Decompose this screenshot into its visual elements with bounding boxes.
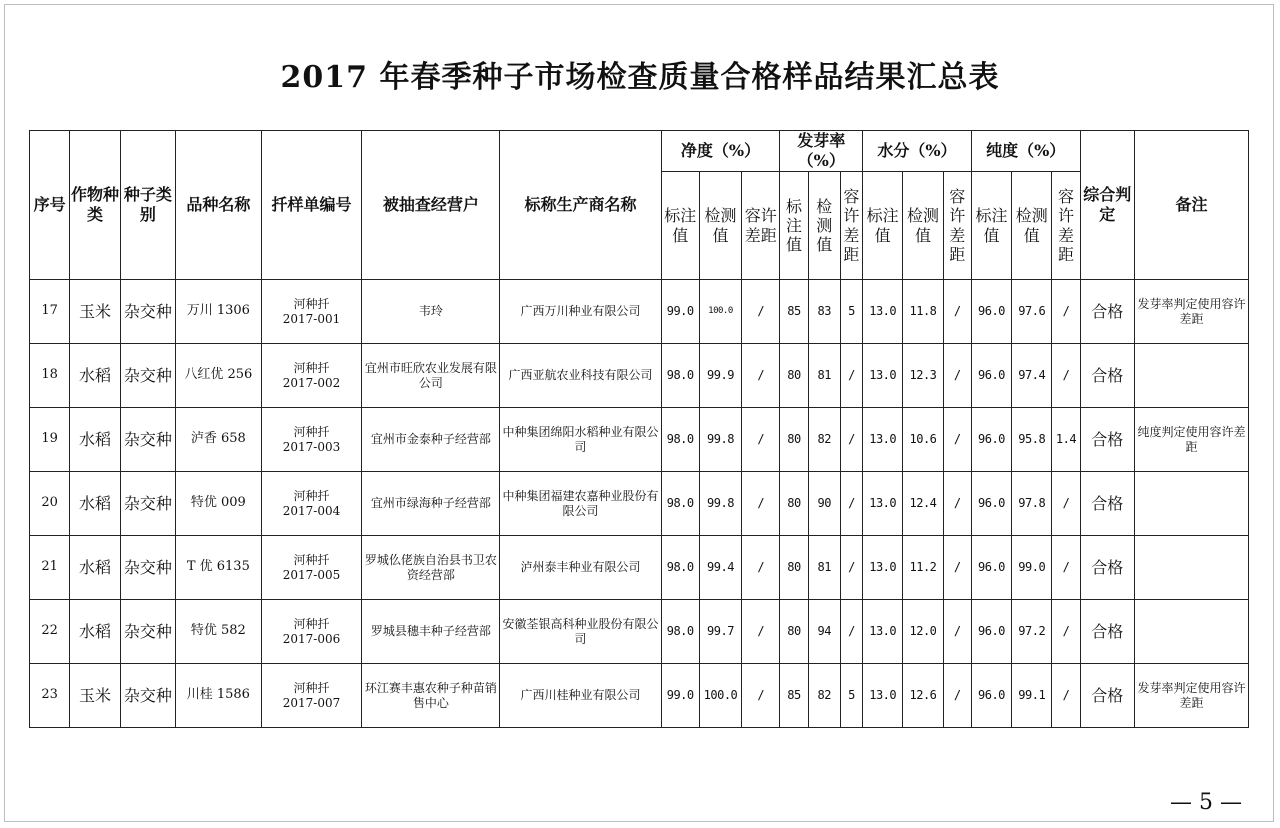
crop-cell: 水稻 xyxy=(70,472,120,536)
pur-tolerance-cell: 1.4 xyxy=(1052,408,1080,472)
moist-standard-cell: 13.0 xyxy=(863,472,903,536)
pur-standard-cell: 96.0 xyxy=(971,664,1011,728)
sample-code: 2017-001 xyxy=(282,311,341,326)
header-overall: 综合判定 xyxy=(1080,131,1134,280)
header-remarks: 备注 xyxy=(1134,131,1248,280)
header-purity-group: 纯度（%） xyxy=(971,131,1080,172)
sample-prefix: 河种扦 xyxy=(293,424,330,439)
remark-cell xyxy=(1134,344,1248,408)
sample-prefix: 河种扦 xyxy=(293,296,330,311)
germ-standard-cell: 85 xyxy=(780,280,808,344)
clean-standard-cell: 99.0 xyxy=(661,280,699,344)
sample-prefix: 河种扦 xyxy=(293,680,330,695)
header-germ-tolerance: 容许差距 xyxy=(840,172,862,280)
sample-code: 2017-004 xyxy=(282,503,341,518)
header-crop: 作物种类 xyxy=(70,131,120,280)
seq-cell: 20 xyxy=(30,472,70,536)
clean-measured-cell: 100.0 xyxy=(699,664,741,728)
pur-standard-cell: 96.0 xyxy=(971,600,1011,664)
moist-tolerance-cell: / xyxy=(943,408,971,472)
pur-measured-cell: 99.0 xyxy=(1012,536,1052,600)
clean-measured-cell: 99.8 xyxy=(699,472,741,536)
table-row xyxy=(30,344,1249,408)
pur-tolerance-cell: / xyxy=(1052,472,1080,536)
results-table xyxy=(29,130,1249,728)
sample-code: 2017-007 xyxy=(282,695,341,710)
germ-tolerance-cell: / xyxy=(840,536,862,600)
header-seed-type: 种子类别 xyxy=(120,131,175,280)
document-title: 2017 年春季种子市场检查质量合格样品结果汇总表 xyxy=(280,60,1000,95)
table-row xyxy=(30,280,1249,344)
remark-cell xyxy=(1134,536,1248,600)
pur-standard-cell: 96.0 xyxy=(971,344,1011,408)
seq-cell: 19 xyxy=(30,408,70,472)
germ-measured-cell: 83 xyxy=(808,280,840,344)
germ-standard-cell: 80 xyxy=(780,344,808,408)
clean-measured-cell: 99.7 xyxy=(699,600,741,664)
moist-measured-cell: 12.0 xyxy=(903,600,943,664)
seq-cell: 21 xyxy=(30,536,70,600)
dealer-cell: 韦玲 xyxy=(362,280,500,344)
header-moisture-group: 水分（%） xyxy=(863,131,972,172)
moist-standard-cell: 13.0 xyxy=(863,408,903,472)
page-number: — 5 — xyxy=(1170,790,1242,815)
header-moist-measured: 检测值 xyxy=(903,172,943,280)
producer-cell: 广西亚航农业科技有限公司 xyxy=(500,344,661,408)
sample-no-cell xyxy=(261,664,362,728)
seed-type-cell: 杂交种 xyxy=(120,664,175,728)
clean-measured-cell: 99.9 xyxy=(699,344,741,408)
header-variety: 品种名称 xyxy=(176,131,262,280)
clean-measured-cell: 99.4 xyxy=(699,536,741,600)
crop-cell: 水稻 xyxy=(70,536,120,600)
sample-code: 2017-006 xyxy=(282,631,341,646)
variety-cell: 万川 1306 xyxy=(176,280,262,344)
germ-tolerance-cell: / xyxy=(840,600,862,664)
header-row-groups xyxy=(30,131,1249,172)
germ-measured-cell: 94 xyxy=(808,600,840,664)
variety-cell: 特优 582 xyxy=(176,600,262,664)
dealer-cell: 宜州市绿海种子经营部 xyxy=(362,472,500,536)
sample-no-cell xyxy=(261,280,362,344)
pur-measured-cell: 99.1 xyxy=(1012,664,1052,728)
header-moist-standard: 标注值 xyxy=(863,172,903,280)
table-row xyxy=(30,408,1249,472)
header-moist-tolerance: 容许差距 xyxy=(943,172,971,280)
moist-tolerance-cell: / xyxy=(943,472,971,536)
sample-code: 2017-002 xyxy=(282,375,341,390)
clean-standard-cell: 98.0 xyxy=(661,536,699,600)
sample-prefix: 河种扦 xyxy=(293,360,330,375)
germ-tolerance-cell: / xyxy=(840,472,862,536)
dealer-cell: 宜州市金泰种子经营部 xyxy=(362,408,500,472)
moist-measured-cell: 12.3 xyxy=(903,344,943,408)
moist-tolerance-cell: / xyxy=(943,280,971,344)
crop-cell: 玉米 xyxy=(70,280,120,344)
sample-code: 2017-003 xyxy=(282,439,341,454)
sample-prefix: 河种扦 xyxy=(293,488,330,503)
crop-cell: 水稻 xyxy=(70,600,120,664)
germ-measured-cell: 90 xyxy=(808,472,840,536)
germ-measured-cell: 81 xyxy=(808,536,840,600)
moist-standard-cell: 13.0 xyxy=(863,536,903,600)
germ-standard-cell: 85 xyxy=(780,664,808,728)
overall-cell: 合格 xyxy=(1080,408,1134,472)
seed-type-cell: 杂交种 xyxy=(120,600,175,664)
pur-measured-cell: 97.2 xyxy=(1012,600,1052,664)
clean-tolerance-cell: / xyxy=(742,344,780,408)
clean-tolerance-cell: / xyxy=(742,472,780,536)
sample-no-cell xyxy=(261,408,362,472)
moist-standard-cell: 13.0 xyxy=(863,664,903,728)
pur-tolerance-cell: / xyxy=(1052,344,1080,408)
seed-type-cell: 杂交种 xyxy=(120,344,175,408)
sample-prefix: 河种扦 xyxy=(293,616,330,631)
sample-prefix: 河种扦 xyxy=(293,552,330,567)
germ-standard-cell: 80 xyxy=(780,408,808,472)
moist-standard-cell: 13.0 xyxy=(863,344,903,408)
remark-cell: 发芽率判定使用容许差距 xyxy=(1134,664,1248,728)
pur-tolerance-cell: / xyxy=(1052,280,1080,344)
pur-standard-cell: 96.0 xyxy=(971,280,1011,344)
moist-tolerance-cell: / xyxy=(943,344,971,408)
overall-cell: 合格 xyxy=(1080,664,1134,728)
moist-tolerance-cell: / xyxy=(943,664,971,728)
clean-standard-cell: 98.0 xyxy=(661,408,699,472)
germ-standard-cell: 80 xyxy=(780,472,808,536)
header-pur-standard: 标注值 xyxy=(971,172,1011,280)
overall-cell: 合格 xyxy=(1080,344,1134,408)
pur-measured-cell: 95.8 xyxy=(1012,408,1052,472)
clean-standard-cell: 98.0 xyxy=(661,344,699,408)
variety-cell: T 优 6135 xyxy=(176,536,262,600)
germ-standard-cell: 80 xyxy=(780,600,808,664)
moist-measured-cell: 11.8 xyxy=(903,280,943,344)
table-body xyxy=(30,280,1249,728)
pur-tolerance-cell: / xyxy=(1052,600,1080,664)
dealer-cell: 罗城仫佬族自治县书卫农资经营部 xyxy=(362,536,500,600)
header-sample-no: 扦样单编号 xyxy=(261,131,362,280)
germ-tolerance-cell: / xyxy=(840,344,862,408)
seed-type-cell: 杂交种 xyxy=(120,472,175,536)
clean-standard-cell: 98.0 xyxy=(661,600,699,664)
remark-cell: 发芽率判定使用容许差距 xyxy=(1134,280,1248,344)
clean-tolerance-cell: / xyxy=(742,408,780,472)
header-clean-standard: 标注值 xyxy=(661,172,699,280)
germ-tolerance-cell: 5 xyxy=(840,664,862,728)
header-clean-tolerance: 容许差距 xyxy=(742,172,780,280)
pur-measured-cell: 97.6 xyxy=(1012,280,1052,344)
clean-tolerance-cell: / xyxy=(742,536,780,600)
table-row xyxy=(30,664,1249,728)
header-pur-measured: 检测值 xyxy=(1012,172,1052,280)
sample-no-cell xyxy=(261,472,362,536)
sample-no-cell xyxy=(261,536,362,600)
producer-cell: 泸州泰丰种业有限公司 xyxy=(500,536,661,600)
dealer-cell: 罗城县穗丰种子经营部 xyxy=(362,600,500,664)
pur-tolerance-cell: / xyxy=(1052,536,1080,600)
pur-standard-cell: 96.0 xyxy=(971,536,1011,600)
overall-cell: 合格 xyxy=(1080,280,1134,344)
clean-tolerance-cell: / xyxy=(742,664,780,728)
moist-standard-cell: 13.0 xyxy=(863,600,903,664)
germ-measured-cell: 82 xyxy=(808,408,840,472)
moist-tolerance-cell: / xyxy=(943,600,971,664)
moist-tolerance-cell: / xyxy=(943,536,971,600)
header-germination-group: 发芽率（%） xyxy=(780,131,863,172)
clean-measured-cell: 100.0 xyxy=(699,280,741,344)
sample-code: 2017-005 xyxy=(282,567,341,582)
overall-cell: 合格 xyxy=(1080,600,1134,664)
moist-standard-cell: 13.0 xyxy=(863,280,903,344)
pur-standard-cell: 96.0 xyxy=(971,408,1011,472)
crop-cell: 水稻 xyxy=(70,408,120,472)
header-clean-group: 净度（%） xyxy=(661,131,780,172)
seq-cell: 23 xyxy=(30,664,70,728)
germ-tolerance-cell: 5 xyxy=(840,280,862,344)
producer-cell: 中种集团福建农嘉种业股份有限公司 xyxy=(500,472,661,536)
clean-standard-cell: 99.0 xyxy=(661,664,699,728)
seq-cell: 17 xyxy=(30,280,70,344)
variety-cell: 泸香 658 xyxy=(176,408,262,472)
moist-measured-cell: 12.6 xyxy=(903,664,943,728)
remark-cell xyxy=(1134,472,1248,536)
producer-cell: 广西万川种业有限公司 xyxy=(500,280,661,344)
sample-no-cell xyxy=(261,600,362,664)
clean-tolerance-cell: / xyxy=(742,280,780,344)
variety-cell: 特优 009 xyxy=(176,472,262,536)
table-row xyxy=(30,600,1249,664)
sample-no-cell xyxy=(261,344,362,408)
overall-cell: 合格 xyxy=(1080,536,1134,600)
header-dealer: 被抽查经营户 xyxy=(362,131,500,280)
producer-cell: 广西川桂种业有限公司 xyxy=(500,664,661,728)
clean-tolerance-cell: / xyxy=(742,600,780,664)
germ-measured-cell: 82 xyxy=(808,664,840,728)
pur-standard-cell: 96.0 xyxy=(971,472,1011,536)
table-row xyxy=(30,472,1249,536)
header-producer: 标称生产商名称 xyxy=(500,131,661,280)
header-clean-measured: 检测值 xyxy=(699,172,741,280)
seed-type-cell: 杂交种 xyxy=(120,408,175,472)
producer-cell: 中种集团绵阳水稻种业有限公司 xyxy=(500,408,661,472)
header-seq: 序号 xyxy=(30,131,70,280)
pur-tolerance-cell: / xyxy=(1052,664,1080,728)
germ-tolerance-cell: / xyxy=(840,408,862,472)
pur-measured-cell: 97.8 xyxy=(1012,472,1052,536)
seq-cell: 22 xyxy=(30,600,70,664)
table-row xyxy=(30,536,1249,600)
dealer-cell: 环江赛丰惠农种子种苗销售中心 xyxy=(362,664,500,728)
seq-cell: 18 xyxy=(30,344,70,408)
producer-cell: 安徽荃银高科种业股份有限公司 xyxy=(500,600,661,664)
variety-cell: 八红优 256 xyxy=(176,344,262,408)
header-germ-standard: 标注值 xyxy=(780,172,808,280)
germ-measured-cell: 81 xyxy=(808,344,840,408)
pur-measured-cell: 97.4 xyxy=(1012,344,1052,408)
crop-cell: 水稻 xyxy=(70,344,120,408)
overall-cell: 合格 xyxy=(1080,472,1134,536)
germ-standard-cell: 80 xyxy=(780,536,808,600)
moist-measured-cell: 11.2 xyxy=(903,536,943,600)
clean-measured-cell: 99.8 xyxy=(699,408,741,472)
header-germ-measured: 检测值 xyxy=(808,172,840,280)
moist-measured-cell: 10.6 xyxy=(903,408,943,472)
clean-standard-cell: 98.0 xyxy=(661,472,699,536)
seed-type-cell: 杂交种 xyxy=(120,536,175,600)
variety-cell: 川桂 1586 xyxy=(176,664,262,728)
crop-cell: 玉米 xyxy=(70,664,120,728)
moist-measured-cell: 12.4 xyxy=(903,472,943,536)
remark-cell: 纯度判定使用容许差距 xyxy=(1134,408,1248,472)
dealer-cell: 宜州市旺欣农业发展有限公司 xyxy=(362,344,500,408)
header-pur-tolerance: 容许差距 xyxy=(1052,172,1080,280)
remark-cell xyxy=(1134,600,1248,664)
seed-type-cell: 杂交种 xyxy=(120,280,175,344)
